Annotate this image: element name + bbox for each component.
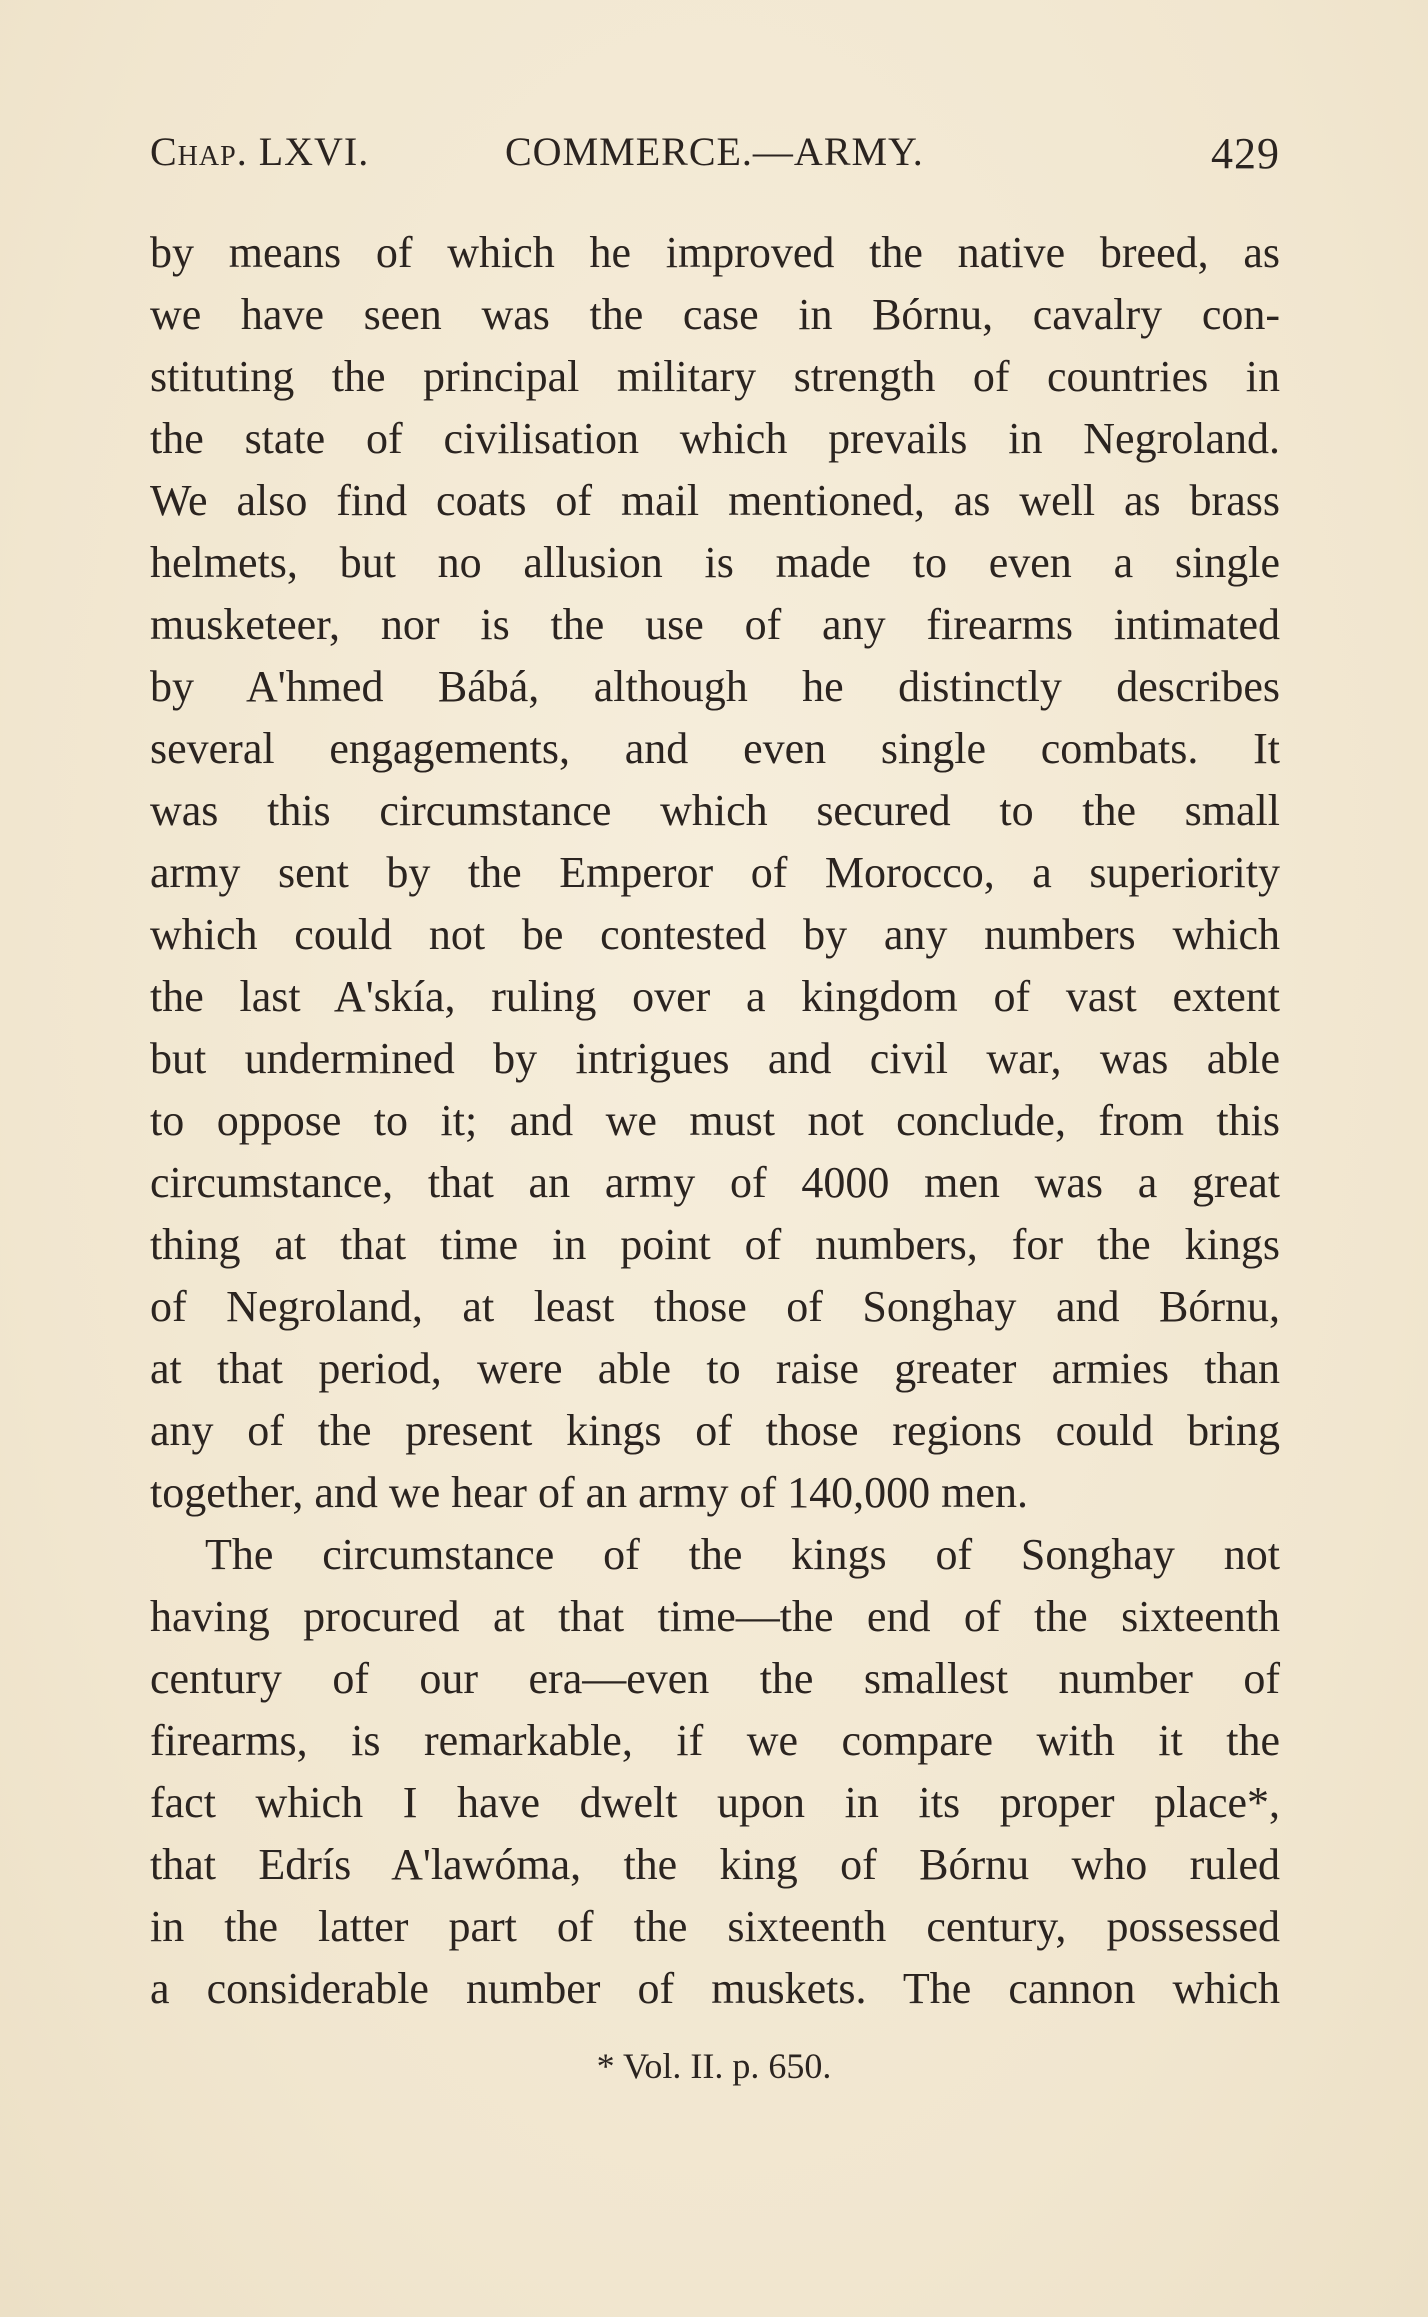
text-line: having procured at that time—the end of the sixteenth bbox=[150, 1592, 1280, 1641]
text-line: together, and we hear of an army of 140,000 men. bbox=[150, 1468, 1028, 1517]
running-title: COMMERCE.—ARMY. bbox=[505, 129, 924, 174]
text-line: army sent by the Emperor of Morocco, a superiority bbox=[150, 848, 1280, 897]
text-line: any of the present kings of those regions could bring bbox=[150, 1406, 1280, 1455]
text-line: that Edrís A'lawóma, the king of Bórnu who ruled bbox=[150, 1840, 1280, 1889]
text-line: the state of civilisation which prevails in Negroland. bbox=[150, 414, 1280, 463]
text-line: stituting the principal military strength of countries in bbox=[150, 352, 1280, 401]
page-number: 429 bbox=[1211, 129, 1280, 178]
text-line: circumstance, that an army of 4000 men was a great bbox=[150, 1158, 1280, 1207]
chapter-label: Chap. LXVI. bbox=[150, 129, 370, 174]
footnote: * Vol. II. p. 650. bbox=[596, 2046, 832, 2086]
text-line: firearms, is remarkable, if we compare with it the bbox=[150, 1716, 1280, 1765]
text-line: but undermined by intrigues and civil war, was able bbox=[150, 1034, 1280, 1083]
text-line: at that period, were able to raise greater armies than bbox=[150, 1344, 1280, 1393]
text-line: in the latter part of the sixteenth century, possessed bbox=[150, 1902, 1280, 1951]
text-line: we have seen was the case in Bórnu, cavalry con- bbox=[150, 290, 1280, 339]
text-line: a considerable number of muskets. The cannon which bbox=[150, 1964, 1280, 2013]
running-header bbox=[150, 128, 1280, 188]
text-line: was this circumstance which secured to the small bbox=[150, 786, 1280, 835]
text-line: which could not be contested by any numbers which bbox=[150, 910, 1280, 959]
text-line: by means of which he improved the native breed, as bbox=[150, 228, 1280, 277]
body-text bbox=[150, 222, 1280, 2020]
text-line: the last A'skía, ruling over a kingdom of vast extent bbox=[150, 972, 1280, 1021]
text-line: fact which I have dwelt upon in its proper place*, bbox=[150, 1778, 1280, 1827]
text-line: century of our era—even the smallest number of bbox=[150, 1654, 1280, 1703]
text-line: musketeer, nor is the use of any firearms intimated bbox=[150, 600, 1280, 649]
text-line: of Negroland, at least those of Songhay and Bórnu, bbox=[150, 1282, 1280, 1331]
text-line: The circumstance of the kings of Songhay not bbox=[205, 1530, 1280, 1579]
text-line: helmets, but no allusion is made to even a single bbox=[150, 538, 1280, 587]
text-line: We also find coats of mail mentioned, as well as brass bbox=[150, 476, 1280, 525]
text-line: thing at that time in point of numbers, for the kings bbox=[150, 1220, 1280, 1269]
text-line: several engagements, and even single combats. It bbox=[150, 724, 1280, 773]
text-line: to oppose to it; and we must not conclude, from this bbox=[150, 1096, 1280, 1145]
text-line: by A'hmed Bábá, although he distinctly describes bbox=[150, 662, 1280, 711]
